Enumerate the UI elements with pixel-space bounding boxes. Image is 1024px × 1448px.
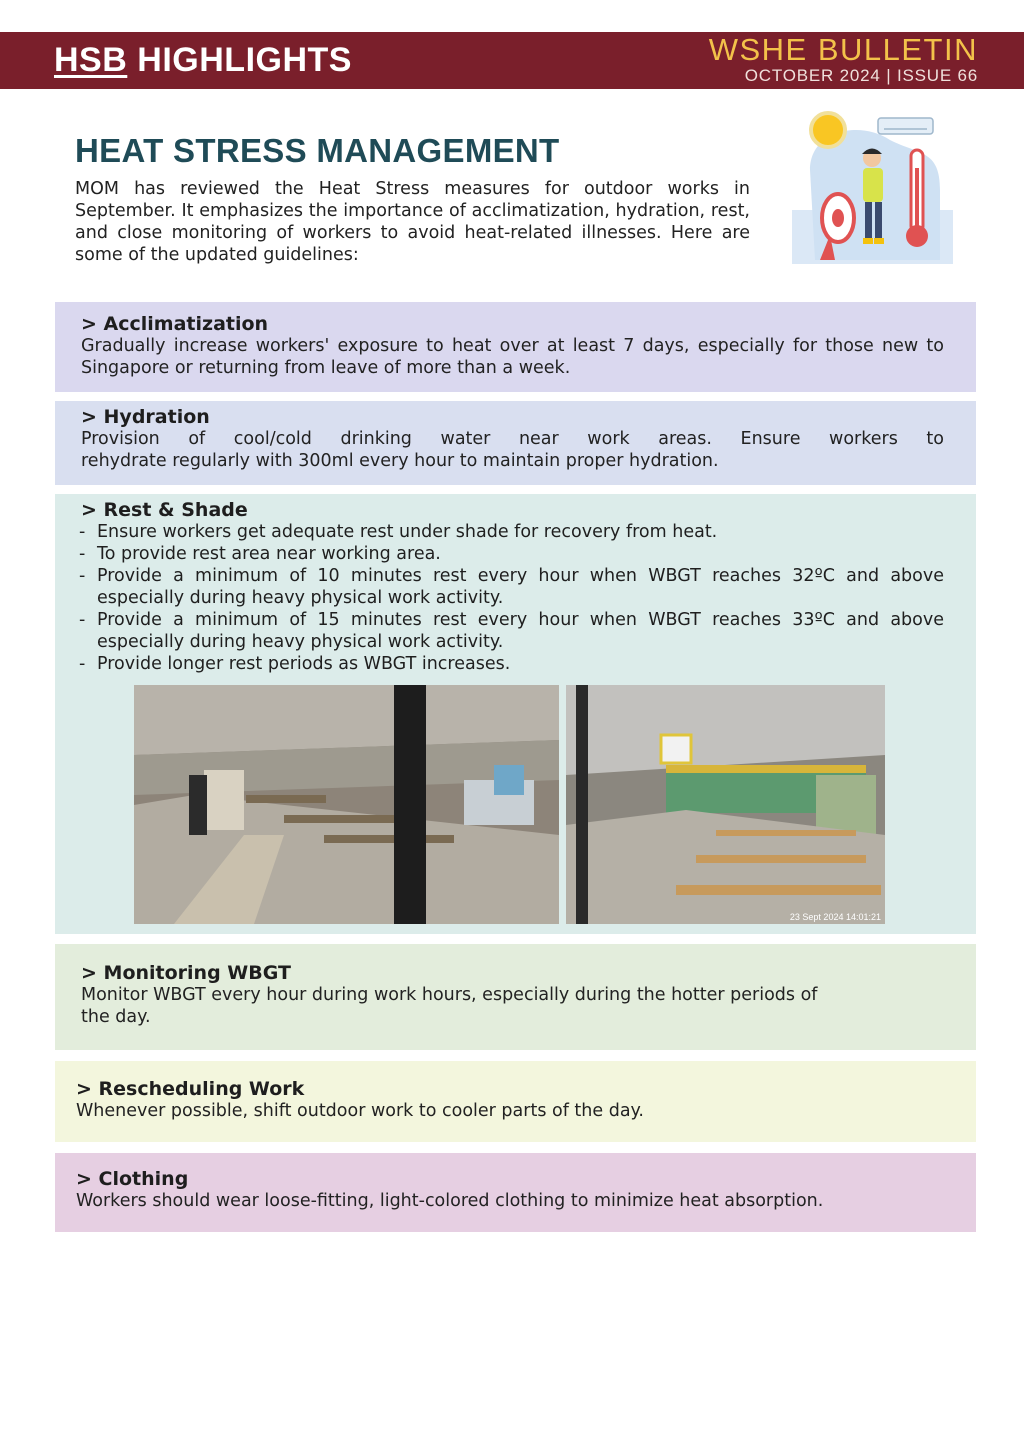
brand-logo [54, 41, 352, 81]
acclimatization-body: Gradually increase workers' exposure to heat over at least 7 days, especially for those new to Singapore or returning from leave of more than a week. [81, 336, 944, 378]
air-conditioner-icon [878, 118, 933, 134]
list-item: - Provide a minimum of 10 minutes rest every hour when WBGT reaches 32ºC and above especially during heavy physical work activity. [79, 565, 944, 609]
rescheduling-heading: > Rescheduling Work [76, 1078, 305, 1100]
hydration-body-line1: Provision of cool/cold drinking water near work areas. Ensure workers to [81, 429, 944, 449]
brand-short: HSB [54, 41, 128, 79]
monitoring-body: Monitor WBGT every hour during work hours, especially during the hotter periods of the day. [81, 985, 818, 1027]
acclimatization-card [55, 302, 976, 392]
rest-area-photo-2 [566, 685, 885, 924]
hydration-body-line2: rehydrate regularly with 300ml every hour to maintain proper hydration. [81, 451, 719, 471]
worker-vest-icon [863, 168, 883, 202]
hydration-body [81, 428, 944, 472]
list-item: - Provide longer rest periods as WBGT increases. [79, 653, 944, 675]
clothing-heading: > Clothing [76, 1168, 189, 1190]
heat-stress-illustration [790, 110, 955, 268]
steel-column [394, 685, 426, 924]
list-item: - Ensure workers get adequate rest under shade for recovery from heat. [79, 521, 944, 543]
monitoring-heading: > Monitoring WBGT [81, 962, 291, 984]
photo-timestamp: 23 Sept 2024 14:01:21 [789, 912, 881, 922]
bulletin-masthead [709, 33, 978, 85]
list-item: - Provide a minimum of 15 minutes rest every hour when WBGT reaches 33ºC and above especially during heavy physical work activity. [79, 609, 944, 653]
article-title: HEAT STRESS MANAGEMENT [75, 132, 560, 169]
clothing-body: Workers should wear loose-fitting, light-colored clothing to minimize heat absorption. [76, 1191, 824, 1211]
brand-highlights: HIGHLIGHTS [137, 41, 352, 79]
bulletin-issue: OCTOBER 2024 | ISSUE 66 [744, 66, 978, 85]
clothing-card [55, 1153, 976, 1232]
article-intro: MOM has reviewed the Heat Stress measures for outdoor works in September. It emphasizes the importance of acclimatization, hydration, rest, and close monitoring of workers to avoid heat-related illnesses. Here are some of the updated guidelines: [75, 179, 750, 265]
acclimatization-heading: > Acclimatization [81, 313, 269, 335]
rest-shade-heading: > Rest & Shade [81, 499, 248, 521]
rest-area-photo-1 [134, 685, 559, 924]
bulletin-title: WSHE BULLETIN [708, 32, 978, 67]
rest-shade-list [81, 521, 944, 675]
sun-icon [811, 113, 845, 147]
rescheduling-body: Whenever possible, shift outdoor work to cooler parts of the day. [76, 1101, 644, 1121]
list-item: - To provide rest area near working area. [79, 543, 944, 565]
steel-column [576, 685, 588, 924]
monitoring-card [55, 944, 976, 1050]
hydration-card [55, 401, 976, 485]
hydration-heading: > Hydration [81, 406, 210, 428]
rescheduling-card [55, 1061, 976, 1142]
